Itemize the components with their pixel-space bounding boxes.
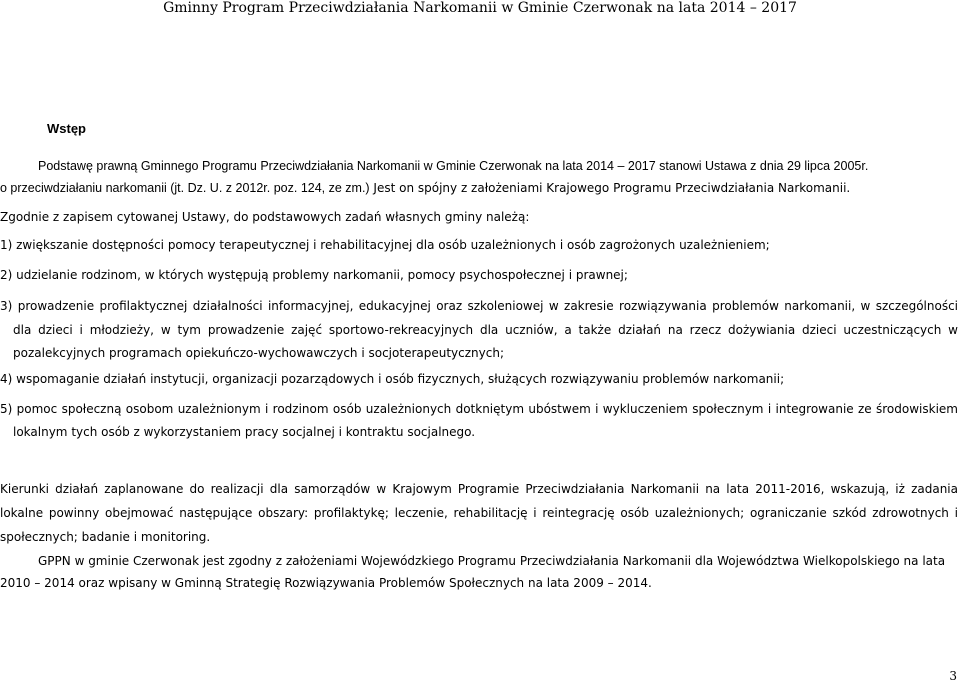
section-heading: Wstęp bbox=[47, 121, 86, 136]
running-header: Gminny Program Przeciwdziałania Narkomanii w Gminie Czerwonak na lata 2014 – 2017 bbox=[163, 0, 797, 16]
task-2: 2) udzielanie rodzinom, w których występują problemy narkomanii, pomocy psychospołecznej i prawnej; bbox=[0, 268, 628, 282]
gppn-line-1: GPPN w gminie Czerwonak jest zgodny z założeniami Wojewódzkiego Programu Przeciwdziałania Narkomanii dla Województwa Wielkopolskiego na lata bbox=[38, 554, 946, 568]
gppn-line-2: 2010 – 2014 oraz wpisany w Gminną Strategię Rozwiązywania Problemów Społecznych na lata 2009 – 2014. bbox=[0, 576, 652, 590]
task-4: 4) wspomaganie działań instytucji, organizacji pozarządowych i osób fizycznych, służących rozwiązywaniu problemów narkomanii; bbox=[0, 372, 785, 386]
intro-line-2 bbox=[0, 177, 955, 199]
task-3: 3) prowadzenie profilaktycznej działalności informacyjnej, edukacyjnej oraz szkoleniowej w zakresie rozwiązywania problemów narkomanii, w szczególności dla dzieci i młodzieży, w tym prowadzenie zajęć sportowo-rekreacyjnych dla uczniów, a także działań na rzecz dożywiania dzieci uczestniczących w pozalekcyjnych programach opiekuńczo-wychowawczych i socjoterapeutycznych; bbox=[0, 299, 958, 360]
page-number: 3 bbox=[949, 669, 957, 683]
task-5: 5) pomoc społeczną osobom uzależnionym i rodzinom osób uzależnionych dotkniętym ubóstwem i wykluczeniem społecznym i integrowanie ze środowiskiem lokalnym tych osób z wykorzystaniem pracy socjalnej i kontraktu socjalnego. bbox=[0, 402, 958, 439]
directions-paragraph: Kierunki działań zaplanowane do realizacji dla samorządów w Krajowym Programie Przeciwdziałania Narkomanii na lata 2011-2016, wskazują, iż zadania lokalne powinny obejmować następujące obszary: profilaktykę; leczenie, rehabilitację i reintegrację osób uzależnionych; ograniczanie szkód zdrowotnych i społecznych; badanie i monitoring. bbox=[0, 482, 958, 544]
program-consistency-text: Jest on spójny z założeniami Krajowego Programu Przeciwdziałania Narkomanii. bbox=[369, 181, 851, 195]
legal-reference: o przeciwdziałaniu narkomanii (jt. Dz. U. z 2012r. poz. 124, ze zm.) bbox=[0, 181, 370, 195]
intro-line-1: Podstawę prawną Gminnego Programu Przeciwdziałania Narkomanii w Gminie Czerwonak na lata 2014 – 2017 stanowi Ustawa z dnia 29 lipca 2005r. bbox=[38, 159, 869, 173]
task-1: 1) zwiększanie dostępności pomocy terapeutycznej i rehabilitacyjnej dla osób uzależnionych i osób zagrożonych uzależnieniem; bbox=[0, 238, 770, 252]
tasks-intro: Zgodnie z zapisem cytowanej Ustawy, do podstawowych zadań własnych gminy należą: bbox=[0, 210, 530, 224]
